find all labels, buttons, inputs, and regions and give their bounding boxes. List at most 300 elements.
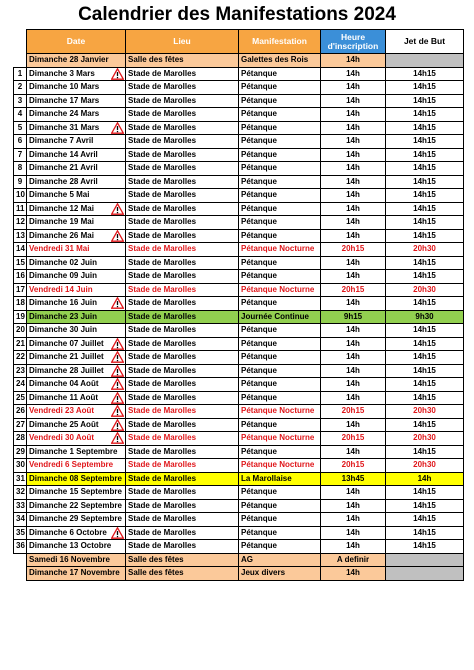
registration-time-text: 20h15	[341, 460, 365, 469]
event-name-text: Pétanque Nocturne	[241, 406, 315, 415]
row-number	[14, 567, 27, 581]
event-name	[239, 459, 321, 473]
registration-time-text: 14h	[346, 271, 360, 280]
row-number-text: 23	[16, 365, 25, 375]
event-name	[239, 243, 321, 257]
event-name	[239, 337, 321, 351]
event-date-text: Samedi 16 Novembre	[29, 554, 110, 564]
event-date	[27, 81, 126, 95]
row-number	[14, 283, 27, 297]
row-number-text: 7	[17, 149, 23, 159]
jet-de-but-time-text: 14h15	[413, 271, 436, 280]
event-location-text: Stade de Marolles	[128, 136, 197, 145]
event-location-text: Stade de Marolles	[128, 460, 197, 469]
registration-time	[321, 135, 386, 149]
event-name-text: Pétanque	[241, 136, 278, 145]
event-location-text: Stade de Marolles	[128, 122, 197, 132]
jet-de-but-time	[386, 270, 464, 284]
jet-de-but-time-text: 20h30	[413, 460, 436, 469]
jet-de-but-time	[386, 499, 464, 513]
row-number	[14, 351, 27, 365]
jet-de-but-time	[386, 378, 464, 392]
event-date-text: Dimanche 17 Mars	[29, 95, 100, 105]
table-row	[14, 175, 464, 189]
event-date-text: Dimanche 17 Novembre	[29, 568, 120, 577]
event-date	[27, 513, 126, 527]
jet-de-but-time	[386, 540, 464, 554]
event-location-text: Stade de Marolles	[128, 433, 197, 442]
registration-time	[321, 499, 386, 513]
table-header-row	[14, 30, 464, 54]
row-number	[14, 108, 27, 122]
event-date	[27, 418, 126, 432]
registration-time-text: 14h	[346, 136, 360, 145]
table-row	[14, 445, 464, 459]
event-date-text: Dimanche 28 Janvier	[29, 55, 109, 64]
jet-de-but-time	[386, 108, 464, 122]
event-date	[27, 108, 126, 122]
manifestation-header: Manifestation	[239, 30, 321, 54]
event-name-text: Pétanque	[241, 379, 278, 388]
event-location	[126, 81, 239, 95]
event-name-text: Pétanque Nocturne	[241, 433, 315, 442]
row-number	[14, 54, 27, 68]
jet-de-but-time-text: 14h15	[413, 257, 436, 267]
event-name	[239, 216, 321, 230]
jet-de-but-time-text: 14h15	[413, 176, 436, 186]
event-location	[126, 283, 239, 297]
event-name-text: Pétanque Nocturne	[241, 244, 315, 253]
event-location-text: Stade de Marolles	[128, 217, 197, 226]
event-name-text: Galettes des Rois	[241, 55, 309, 64]
event-date	[27, 243, 126, 257]
event-name-text: Pétanque	[241, 541, 278, 550]
jet-de-but-time	[386, 229, 464, 243]
event-name-text: Pétanque	[241, 149, 278, 159]
event-name	[239, 472, 321, 486]
event-location-text: Stade de Marolles	[128, 203, 197, 213]
registration-time	[321, 67, 386, 81]
registration-time	[321, 81, 386, 95]
row-number	[14, 324, 27, 338]
event-date	[27, 310, 126, 324]
event-date-text: Dimanche 31 Mars	[29, 122, 100, 132]
event-date-text: Dimanche 12 Mai	[29, 203, 94, 213]
table-row	[14, 418, 464, 432]
event-location	[126, 135, 239, 149]
registration-time	[321, 216, 386, 230]
registration-time-text: 14h	[346, 298, 360, 307]
warning-icon	[111, 432, 124, 444]
event-date-text: Dimanche 15 Septembre	[29, 487, 122, 496]
table-row	[14, 526, 464, 540]
row-number	[14, 175, 27, 189]
registration-time-text: 14h	[346, 379, 360, 388]
event-name	[239, 54, 321, 68]
registration-time-text: 20h15	[341, 284, 365, 294]
registration-time-text: 14h	[346, 325, 360, 334]
row-number	[14, 162, 27, 176]
registration-time-text: 14h	[346, 419, 360, 429]
table-row	[14, 310, 464, 324]
event-location	[126, 324, 239, 338]
event-date	[27, 540, 126, 554]
event-date	[27, 486, 126, 500]
event-name-text: La Marollaise	[241, 473, 292, 483]
table-row	[14, 486, 464, 500]
row-number-text: 6	[17, 136, 23, 145]
event-location	[126, 297, 239, 311]
event-location-text: Stade de Marolles	[128, 176, 197, 186]
event-name	[239, 202, 321, 216]
jet-de-but-time-text: 14h15	[413, 541, 436, 550]
event-location-text: Salle des fêtes	[128, 568, 184, 577]
row-number	[14, 526, 27, 540]
table-row	[14, 391, 464, 405]
event-name	[239, 270, 321, 284]
registration-time	[321, 337, 386, 351]
registration-time	[321, 148, 386, 162]
row-number	[14, 459, 27, 473]
row-number	[14, 472, 27, 486]
row-number	[14, 337, 27, 351]
table-row	[14, 283, 464, 297]
warning-icon	[111, 351, 124, 363]
event-location	[126, 499, 239, 513]
row-number-text: 10	[16, 190, 25, 199]
row-number-text: 25	[16, 392, 25, 402]
event-date-text: Dimanche 04 Août	[29, 379, 99, 388]
table-row	[14, 297, 464, 311]
warning-icon	[111, 68, 124, 80]
row-number-text: 36	[16, 541, 25, 550]
event-date-text: Dimanche 7 Avril	[29, 136, 94, 145]
registration-time-text: 9h15	[343, 311, 363, 321]
event-location-text: Salle des fêtes	[128, 554, 184, 564]
table-row	[14, 94, 464, 108]
page-title: Calendrier des Manifestations 2024	[78, 4, 396, 25]
jet-de-but-time	[386, 432, 464, 446]
event-location	[126, 486, 239, 500]
event-location	[126, 364, 239, 378]
event-date	[27, 216, 126, 230]
jet-de-but-time-text: 9h30	[415, 311, 434, 321]
table-row	[14, 567, 464, 581]
row-number	[14, 189, 27, 203]
event-date-text: Dimanche 16 Juin	[29, 298, 98, 307]
event-location	[126, 526, 239, 540]
event-location	[126, 337, 239, 351]
jet-de-but-time	[386, 54, 464, 68]
event-name	[239, 108, 321, 122]
event-location	[126, 540, 239, 554]
row-number	[14, 243, 27, 257]
jet-de-but-time-text: 14h15	[413, 109, 436, 118]
registration-time	[321, 351, 386, 365]
jet-de-but-time	[386, 445, 464, 459]
jet-de-but-time-text: 14h15	[413, 203, 436, 213]
registration-time	[321, 310, 386, 324]
event-date	[27, 553, 126, 567]
event-date-text: Dimanche 02 Juin	[29, 257, 98, 267]
table-row	[14, 243, 464, 257]
event-location	[126, 175, 239, 189]
event-name-text: Pétanque	[241, 230, 278, 240]
jet-de-but-time-text: 14h15	[413, 487, 436, 496]
table-row	[14, 378, 464, 392]
event-date-text: Dimanche 1 Septembre	[29, 446, 118, 456]
row-number-text: 11	[16, 203, 25, 213]
registration-time-text: 14h	[346, 82, 360, 91]
jet-de-but-time	[386, 405, 464, 419]
event-date	[27, 229, 126, 243]
event-location-text: Stade de Marolles	[128, 541, 197, 550]
jet-header: Jet de But	[386, 30, 464, 54]
lieu-header: Lieu	[126, 30, 239, 54]
event-date-text: Vendredi 30 Août	[29, 433, 95, 442]
jet-de-but-time	[386, 486, 464, 500]
registration-time-text: 20h15	[341, 433, 365, 442]
registration-time-text: 14h	[346, 500, 360, 510]
table-row	[14, 216, 464, 230]
row-number	[14, 405, 27, 419]
row-number-text: 20	[16, 325, 25, 334]
event-date-text: Dimanche 21 Avril	[29, 163, 98, 172]
registration-time-text: 14h	[346, 149, 360, 159]
event-location	[126, 459, 239, 473]
event-location	[126, 148, 239, 162]
registration-time-text: 14h	[346, 446, 360, 456]
event-date	[27, 351, 126, 365]
registration-time	[321, 175, 386, 189]
table-row	[14, 81, 464, 95]
event-location-text: Stade de Marolles	[128, 500, 197, 510]
event-location	[126, 67, 239, 81]
event-date	[27, 472, 126, 486]
registration-time-text: 14h	[346, 338, 360, 348]
registration-time-text: 14h	[346, 352, 360, 361]
jet-de-but-time-text: 14h	[417, 473, 432, 483]
registration-time-text: 14h	[346, 203, 360, 213]
event-date-text: Dimanche 28 Avril	[29, 176, 98, 186]
registration-time	[321, 270, 386, 284]
event-date-text: Dimanche 26 Mai	[29, 230, 94, 240]
row-number	[14, 121, 27, 135]
registration-time	[321, 364, 386, 378]
warning-icon	[111, 527, 124, 539]
registration-time	[321, 513, 386, 527]
table-row	[14, 324, 464, 338]
registration-time-text: 14h	[346, 541, 360, 550]
registration-time	[321, 202, 386, 216]
row-number-text: 32	[16, 487, 25, 496]
event-date	[27, 567, 126, 581]
registration-time	[321, 283, 386, 297]
row-number	[14, 270, 27, 284]
event-location-text: Stade de Marolles	[128, 365, 197, 375]
table-row	[14, 229, 464, 243]
row-number-text: 27	[16, 419, 25, 429]
event-location-text: Stade de Marolles	[128, 379, 197, 388]
event-name-text: Pétanque	[241, 203, 278, 213]
event-name	[239, 256, 321, 270]
event-name	[239, 553, 321, 567]
row-number-text: 29	[16, 446, 25, 456]
row-number-text: 8	[17, 163, 23, 172]
row-number-text: 3	[17, 95, 23, 105]
event-date	[27, 135, 126, 149]
jet-de-but-time	[386, 472, 464, 486]
registration-time-text: 14h	[346, 257, 360, 267]
event-date	[27, 283, 126, 297]
event-date-text: Vendredi 6 Septembre	[29, 460, 114, 469]
table-row	[14, 513, 464, 527]
row-number	[14, 202, 27, 216]
jet-de-but-time-text: 20h30	[413, 284, 436, 294]
row-number-text: 26	[16, 406, 25, 415]
event-location-text: Salle des fêtes	[128, 55, 184, 64]
row-number	[14, 310, 27, 324]
event-location-text: Stade de Marolles	[128, 338, 197, 348]
registration-time	[321, 526, 386, 540]
event-location-text: Stade de Marolles	[128, 473, 197, 483]
event-location	[126, 432, 239, 446]
row-number	[14, 378, 27, 392]
row-number-text: 21	[16, 338, 25, 348]
event-date	[27, 432, 126, 446]
event-date-text: Dimanche 22 Septembre	[29, 500, 122, 510]
event-date	[27, 499, 126, 513]
jet-de-but-time	[386, 337, 464, 351]
event-name	[239, 445, 321, 459]
event-location	[126, 391, 239, 405]
event-name-text: Jeux divers	[241, 568, 286, 577]
warning-icon	[111, 122, 124, 134]
event-date	[27, 54, 126, 68]
event-name-text: Pétanque	[241, 392, 278, 402]
event-date	[27, 148, 126, 162]
event-name-text: Pétanque Nocturne	[241, 460, 315, 469]
jet-de-but-time-text: 14h15	[413, 379, 436, 388]
jet-de-but-time-text: 14h15	[413, 230, 436, 240]
event-name-text: AG	[241, 554, 253, 564]
registration-time	[321, 378, 386, 392]
registration-time-text: 14h	[346, 122, 360, 132]
event-date-text: Vendredi 14 Juin	[29, 284, 93, 294]
event-name	[239, 229, 321, 243]
registration-time	[321, 162, 386, 176]
event-date	[27, 189, 126, 203]
event-name-text: Pétanque	[241, 176, 278, 186]
event-date-text: Dimanche 13 Octobre	[29, 541, 112, 550]
events-table	[13, 29, 464, 581]
warning-icon	[111, 365, 124, 377]
row-number	[14, 445, 27, 459]
registration-time-text: 14h	[346, 217, 360, 226]
table-row	[14, 540, 464, 554]
event-location	[126, 378, 239, 392]
event-location-text: Stade de Marolles	[128, 392, 197, 402]
event-location	[126, 256, 239, 270]
jet-de-but-time	[386, 567, 464, 581]
registration-time-text: 14h	[346, 55, 360, 64]
jet-de-but-time	[386, 162, 464, 176]
event-location-text: Stade de Marolles	[128, 406, 197, 415]
warning-icon	[111, 419, 124, 431]
jet-de-but-time-text: 14h15	[413, 136, 436, 145]
row-number-text: 12	[16, 217, 25, 226]
event-date-text: Dimanche 08 Septembre	[29, 473, 122, 483]
row-number	[14, 256, 27, 270]
jet-de-but-time-text: 14h15	[413, 352, 436, 361]
event-location	[126, 513, 239, 527]
registration-time	[321, 553, 386, 567]
event-date	[27, 526, 126, 540]
jet-de-but-time	[386, 283, 464, 297]
jet-de-but-time-text: 14h15	[413, 95, 436, 105]
registration-time	[321, 405, 386, 419]
row-number-text: 22	[16, 352, 25, 361]
event-location	[126, 567, 239, 581]
event-location-text: Stade de Marolles	[128, 514, 197, 523]
event-location	[126, 121, 239, 135]
row-number	[14, 540, 27, 554]
row-number	[14, 513, 27, 527]
row-number-text: 33	[16, 500, 25, 510]
jet-de-but-time-text: 14h15	[413, 122, 436, 132]
registration-time	[321, 418, 386, 432]
event-date	[27, 459, 126, 473]
jet-de-but-time-text: 14h15	[413, 365, 436, 375]
event-date-text: Vendredi 31 Mai	[29, 244, 90, 253]
jet-de-but-time-text: 20h30	[413, 433, 436, 442]
event-name-text: Pétanque	[241, 82, 278, 91]
jet-de-but-time	[386, 351, 464, 365]
event-location	[126, 54, 239, 68]
row-number	[14, 148, 27, 162]
row-number-text: 24	[16, 379, 25, 388]
table-row	[14, 459, 464, 473]
event-location-text: Stade de Marolles	[128, 325, 197, 334]
event-location	[126, 351, 239, 365]
event-name	[239, 297, 321, 311]
event-date-text: Dimanche 14 Avril	[29, 149, 98, 159]
event-date-text: Dimanche 24 Mars	[29, 109, 100, 118]
event-date	[27, 405, 126, 419]
jet-de-but-time-text: 20h30	[413, 406, 436, 415]
event-date-text: Dimanche 6 Octobre	[29, 527, 107, 537]
row-number	[14, 364, 27, 378]
jet-de-but-time	[386, 94, 464, 108]
row-number-text: 28	[16, 433, 25, 442]
event-location-text: Stade de Marolles	[128, 527, 197, 537]
jet-de-but-time	[386, 148, 464, 162]
registration-time	[321, 486, 386, 500]
event-name-text: Pétanque	[241, 527, 278, 537]
event-name	[239, 162, 321, 176]
event-location	[126, 310, 239, 324]
jet-de-but-time-text: 14h15	[413, 163, 436, 172]
event-date	[27, 324, 126, 338]
jet-de-but-time	[386, 364, 464, 378]
event-location	[126, 270, 239, 284]
row-number	[14, 135, 27, 149]
row-number	[14, 216, 27, 230]
jet-de-but-time-text: 14h15	[413, 527, 436, 537]
table-row	[14, 256, 464, 270]
row-number	[14, 94, 27, 108]
jet-de-but-time	[386, 189, 464, 203]
